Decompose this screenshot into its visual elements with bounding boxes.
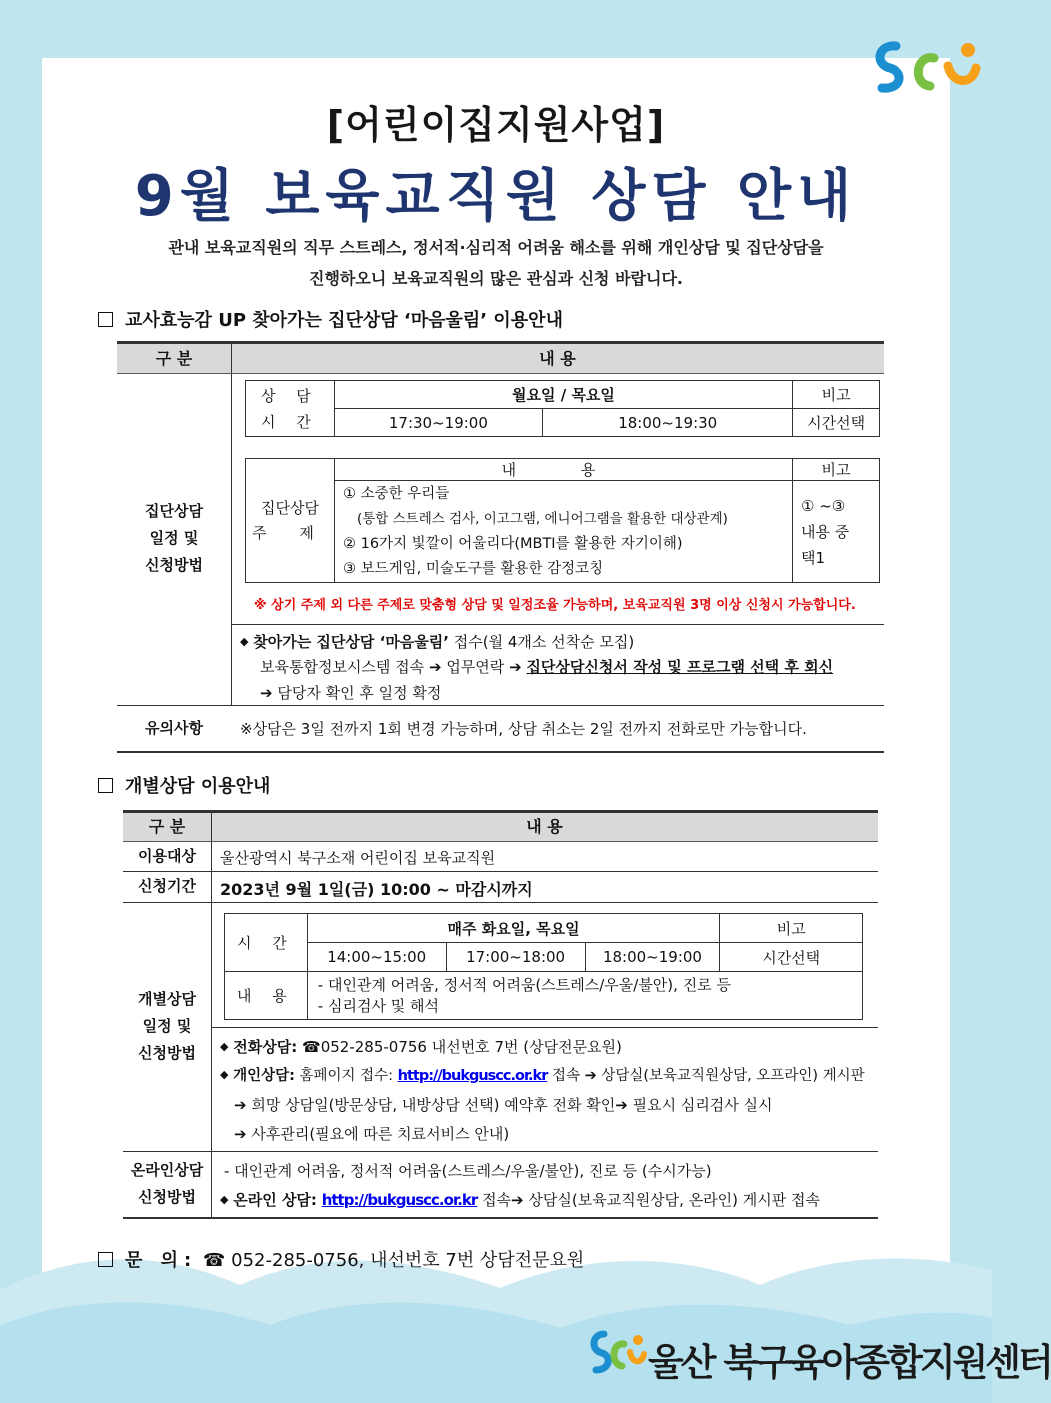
checkbox-square-icon [98,778,113,793]
notice-label: 유의사항 [145,719,203,737]
intro-line-2: 진행하오니 보육교직원의 많은 관심과 신청 바랍니다. [309,269,683,288]
theme-note-line-3: 택1 [801,548,826,567]
header-bottom-rule [117,373,884,374]
group-apply-line-1 [240,631,634,652]
apply-step-4: 담당자 확인 후 일정 확정 [277,684,442,702]
section1-heading-text: 교사효능감 UP 찾아가는 집단상담 ‘마음울림’ 이용안내 [125,310,563,331]
personal-consult-text-2: 접속 [551,1068,580,1084]
page-title: [어린이집지원사업] [326,103,666,147]
theme-note-line-2: 내용 중 [801,522,850,541]
group-label-line-2: 일정 및 [149,529,199,547]
individual-slot-2: 17:00~18:00 [446,943,585,972]
theme-item-3: ③ 보드게임, 미술도구를 활용한 감정코칭 [343,560,604,577]
personal-consult-line-1 [220,1064,865,1085]
section2-header-category: 구 분 [148,817,186,836]
theme-items-cell [335,481,793,583]
bullet-diamond-icon: ◆ [220,1040,229,1053]
individual-slot-3: 18:00~19:00 [585,943,720,972]
phone-consult-line [220,1036,622,1057]
target-bottom-rule [123,871,878,872]
phone-icon: ☎ [202,1250,226,1271]
arrow-right-icon: ➔ [234,1096,247,1114]
contact-label: 문 의: [125,1250,198,1271]
theme-content-header: 내 용 [335,459,793,481]
individual-content-cell [307,972,862,1020]
online-consult-text-3: 상담실(보육교직원상담, 온라인) 게시판 접속 [528,1191,821,1209]
individual-note: 시간선택 [720,943,863,972]
apply-top-rule [231,624,884,625]
group-apply-line-2 [260,656,833,677]
theme-label-line-1: 집단상담 [261,498,319,517]
section1-bottom-rule [117,751,884,753]
theme-note-header: 비고 [793,459,880,481]
section2-heading-text: 개별상담 이용안내 [125,776,271,797]
theme-label-cell [246,459,335,583]
personal-consult-text-5: 필요시 심리검사 실시 [632,1096,773,1114]
phone-icon: ☎ [302,1038,321,1056]
group-apply-title-rest: 접수(월 4개소 선착순 모집) [448,633,635,651]
time-slot-2: 18:00~19:30 [543,409,793,437]
theme-item-1: ① 소중한 우리들 [343,485,450,502]
individual-label-line-2: 일정 및 [142,1017,192,1035]
arrow-right-icon: ➔ [428,658,442,676]
group-theme-table [245,458,880,583]
online-consult-line [220,1189,820,1210]
row1-bottom-rule [117,705,884,706]
online-homepage-link[interactable]: http://bukguscc.or.kr [321,1191,478,1209]
individual-time-table [224,913,863,1020]
period-text: 2023년 9월 1일(금) 10:00 ~ 마감시까지 [220,880,533,899]
apply-top-rule-2 [211,1027,878,1028]
personal-consult-text-1: 홈페이지 접수: [299,1068,394,1084]
theme-item-2: ② 16가지 빛깔이 어울리다(MBTI를 활용한 자기이해) [343,535,683,552]
online-consult-text-1: - 대인관계 어려움, 정서적 어려움(스트레스/우울/불안), 진로 등 (수시가능) [224,1162,712,1180]
individual-time-label: 시 간 [225,914,308,972]
bullet-diamond-icon: ◆ [240,635,249,648]
personal-consult-title: 개인상담: [233,1068,295,1084]
section2-bottom-rule [123,1217,878,1219]
group-label-line-3: 신청방법 [145,556,203,574]
checkbox-square-icon [98,312,113,327]
arrow-right-icon: ➔ [584,1068,597,1084]
org-logo-icon [588,1328,646,1386]
theme-note-line-1: ① ~③ [801,496,846,515]
personal-consult-text-3: 상담실(보육교직원상담, 오프라인) 게시판 [601,1068,865,1084]
target-text: 울산광역시 북구소재 어린이집 보육교직원 [220,849,496,867]
arrow-right-icon: ➔ [511,1191,524,1209]
apply-step-1: 보육통합정보시스템 접속 [260,658,425,676]
section1-table-header [117,341,884,374]
custom-schedule-note: ※ 상기 주제 외 다른 주제로 맞춤형 상담 및 일정조율 가능하며, 보육교직원 3명 이상 신청시 가능합니다. [254,598,856,613]
period-bottom-rule [123,902,878,903]
notice-text: ※상담은 3일 전까지 1회 변경 가능하며, 상담 취소는 2일 전까지 전화로만 가능합니다. [240,720,807,738]
apply-step-3: 집단상담신청서 작성 및 프로그램 선택 후 회신 [526,658,834,676]
individual-content-label: 내 용 [225,972,308,1020]
period-label: 신청기간 [138,877,196,895]
group-label-line-1: 집단상담 [145,502,203,520]
section2-header-content: 내 용 [526,817,563,836]
checkbox-square-icon [98,1252,113,1267]
intro-line-1: 관내 보육교직원의 직무 스트레스, 정서적·심리적 어려움 해소를 위해 개인상담 및 집단상담을 [168,238,824,257]
individual-note-header: 비고 [720,914,863,943]
section1-header-category: 구 분 [155,349,193,368]
online-consult-label [123,1157,211,1211]
theme-item-1-sub: (통합 스트레스 검사, 이고그램, 에니어그램을 활용한 대상관계) [357,510,728,527]
group-time-table [245,380,880,437]
section2-table-header [123,810,878,842]
group-apply-line-3 [260,682,441,703]
arrow-right-icon: ➔ [260,684,273,702]
time-note: 시간선택 [793,409,880,437]
personal-consult-text-6: 사후관리(필요에 따른 치료서비스 안내) [251,1125,510,1143]
apply-step-2: 업무연락 [446,658,505,676]
homepage-link[interactable]: http://bukguscc.or.kr [397,1068,548,1084]
individual-content-2: - 심리검사 및 해석 [317,996,439,1015]
group-apply-title: 찾아가는 집단상담 ‘마음울림’ [253,633,449,651]
online-consult-text-2: 접속 [482,1191,512,1209]
phone-consult-title: 전화상담: [233,1038,298,1056]
arrow-right-icon: ➔ [615,1096,628,1114]
time-slot-1: 17:30~19:00 [334,409,542,437]
arrow-right-icon: ➔ [509,658,522,676]
section2-heading [98,772,270,798]
individual-schedule-label [123,986,211,1067]
schedule-bottom-rule [123,1151,878,1152]
individual-slot-1: 14:00~15:00 [307,943,446,972]
online-label-line-1: 온라인상담 [130,1161,204,1179]
bullet-diamond-icon: ◆ [220,1068,229,1081]
individual-days-cell: 매주 화요일, 목요일 [307,914,720,943]
arrow-right-icon: ➔ [234,1125,247,1143]
personal-consult-line-2 [234,1094,773,1115]
phone-consult-text: 052-285-0756 내선번호 7번 (상담전문요원) [320,1038,622,1056]
section1-col-divider [231,374,232,705]
page-subtitle: 9월 보육교직원 상담 안내 [134,164,858,229]
time-label-cell [246,381,335,437]
bullet-diamond-icon: ◆ [220,1193,229,1206]
intro-text [100,232,892,294]
time-label-line-1: 상 담 [260,386,319,405]
group-schedule-label [117,498,231,579]
time-label-line-2: 시 간 [260,412,319,431]
time-note-header: 비고 [793,381,880,409]
section2-col-divider [211,813,212,1218]
time-days-cell: 월요일 / 목요일 [334,381,793,409]
section1-header-content: 내 용 [539,349,576,368]
individual-label-line-1: 개별상담 [138,990,196,1008]
individual-content-1: - 대인관계 어려움, 정서적 어려움(스트레스/우울/불안), 진로 등 [317,975,731,994]
theme-note-cell [793,481,880,583]
org-footer-logo [588,1324,1051,1390]
header-divider [231,344,232,373]
org-logo-icon [868,36,986,102]
personal-consult-line-3 [234,1123,509,1144]
section1-heading [98,306,563,332]
online-label-line-2: 신청방법 [138,1188,196,1206]
individual-label-line-3: 신청방법 [138,1044,196,1062]
section2-header-bottom [123,841,878,842]
personal-consult-text-4: 희망 상담일(방문상담, 내방상담 선택) 예약후 전화 확인 [251,1096,616,1114]
org-name: 울산 북구육아종합지원센터 [648,1341,1051,1384]
online-consult-title: 온라인 상담: [233,1191,317,1209]
target-label: 이용대상 [138,847,196,865]
theme-label-line-2: 주 제 [252,523,328,542]
contact-line [98,1246,584,1272]
contact-text: 052-285-0756, 내선번호 7번 상담전문요원 [231,1250,585,1271]
